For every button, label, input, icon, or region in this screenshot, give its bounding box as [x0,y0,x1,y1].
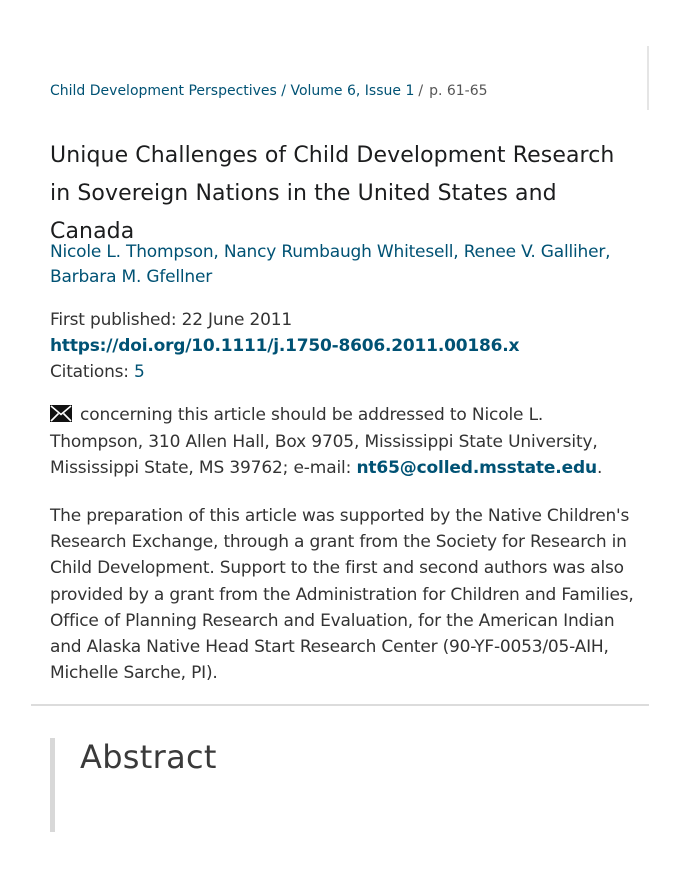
correspondence-note [50,402,640,482]
publication-meta [50,307,519,385]
correspondence-end: . [596,458,603,478]
author-comma: , [453,242,464,262]
correspondence-text: concerning this article should be addressed to Nicole L. Thompson, 310 Allen Hall, Box 9705, Mississippi State University, Mississippi State, MS 39762; e-mail: [50,405,598,478]
citations-row [50,359,519,385]
abstract-heading: Abstract [80,738,217,776]
author-link[interactable]: Barbara M. Gfellner [50,267,213,287]
author-link[interactable]: Renee V. Galliher [463,242,606,262]
author-list [50,240,630,290]
funding-note: The preparation of this article was supported by the Native Children's Research Exchange, through a grant from the Society for Research in Child Development. Support to the first and second authors was also provided by a grant from the Administration for Children and Families, Office of Planning Research and Evaluation, for the American Indian and Alaska Native Head Start Research Center (90-YF-0053/05-AIH, Michelle Sarche, PI). [50,506,634,684]
abstract-accent-bar [50,738,55,832]
citations-count-link[interactable]: 5 [134,362,145,382]
page-range: p. 61-65 [429,83,488,99]
author-comma: , [605,242,611,262]
doi-row [50,333,519,359]
first-published-row [50,307,519,333]
first-published-date: 22 June 2011 [181,310,292,330]
citations-label: Citations: [50,362,129,382]
journal-link[interactable]: Child Development Perspectives [50,83,277,99]
author-link[interactable]: Nicole L. Thompson [50,242,214,262]
breadcrumb-slash: / [418,83,424,99]
author-link[interactable]: Nancy Rumbaugh Whitesell [223,242,454,262]
right-edge-divider [647,46,649,110]
doi-link[interactable]: https://doi.org/10.1111/j.1750-8606.2011.00186.x [50,336,520,356]
article-title: Unique Challenges of Child Development Research in Sovereign Nations in the United States and Canada [50,143,615,244]
author-comma: , [213,242,224,262]
first-published-label: First published: [50,310,177,330]
breadcrumb [50,81,488,101]
breadcrumb-separator: / [281,83,287,99]
email-link[interactable]: nt65@colled.msstate.edu [356,458,597,478]
mail-icon [50,404,72,421]
section-divider [31,704,649,706]
issue-link[interactable]: Volume 6, Issue 1 [290,83,415,99]
